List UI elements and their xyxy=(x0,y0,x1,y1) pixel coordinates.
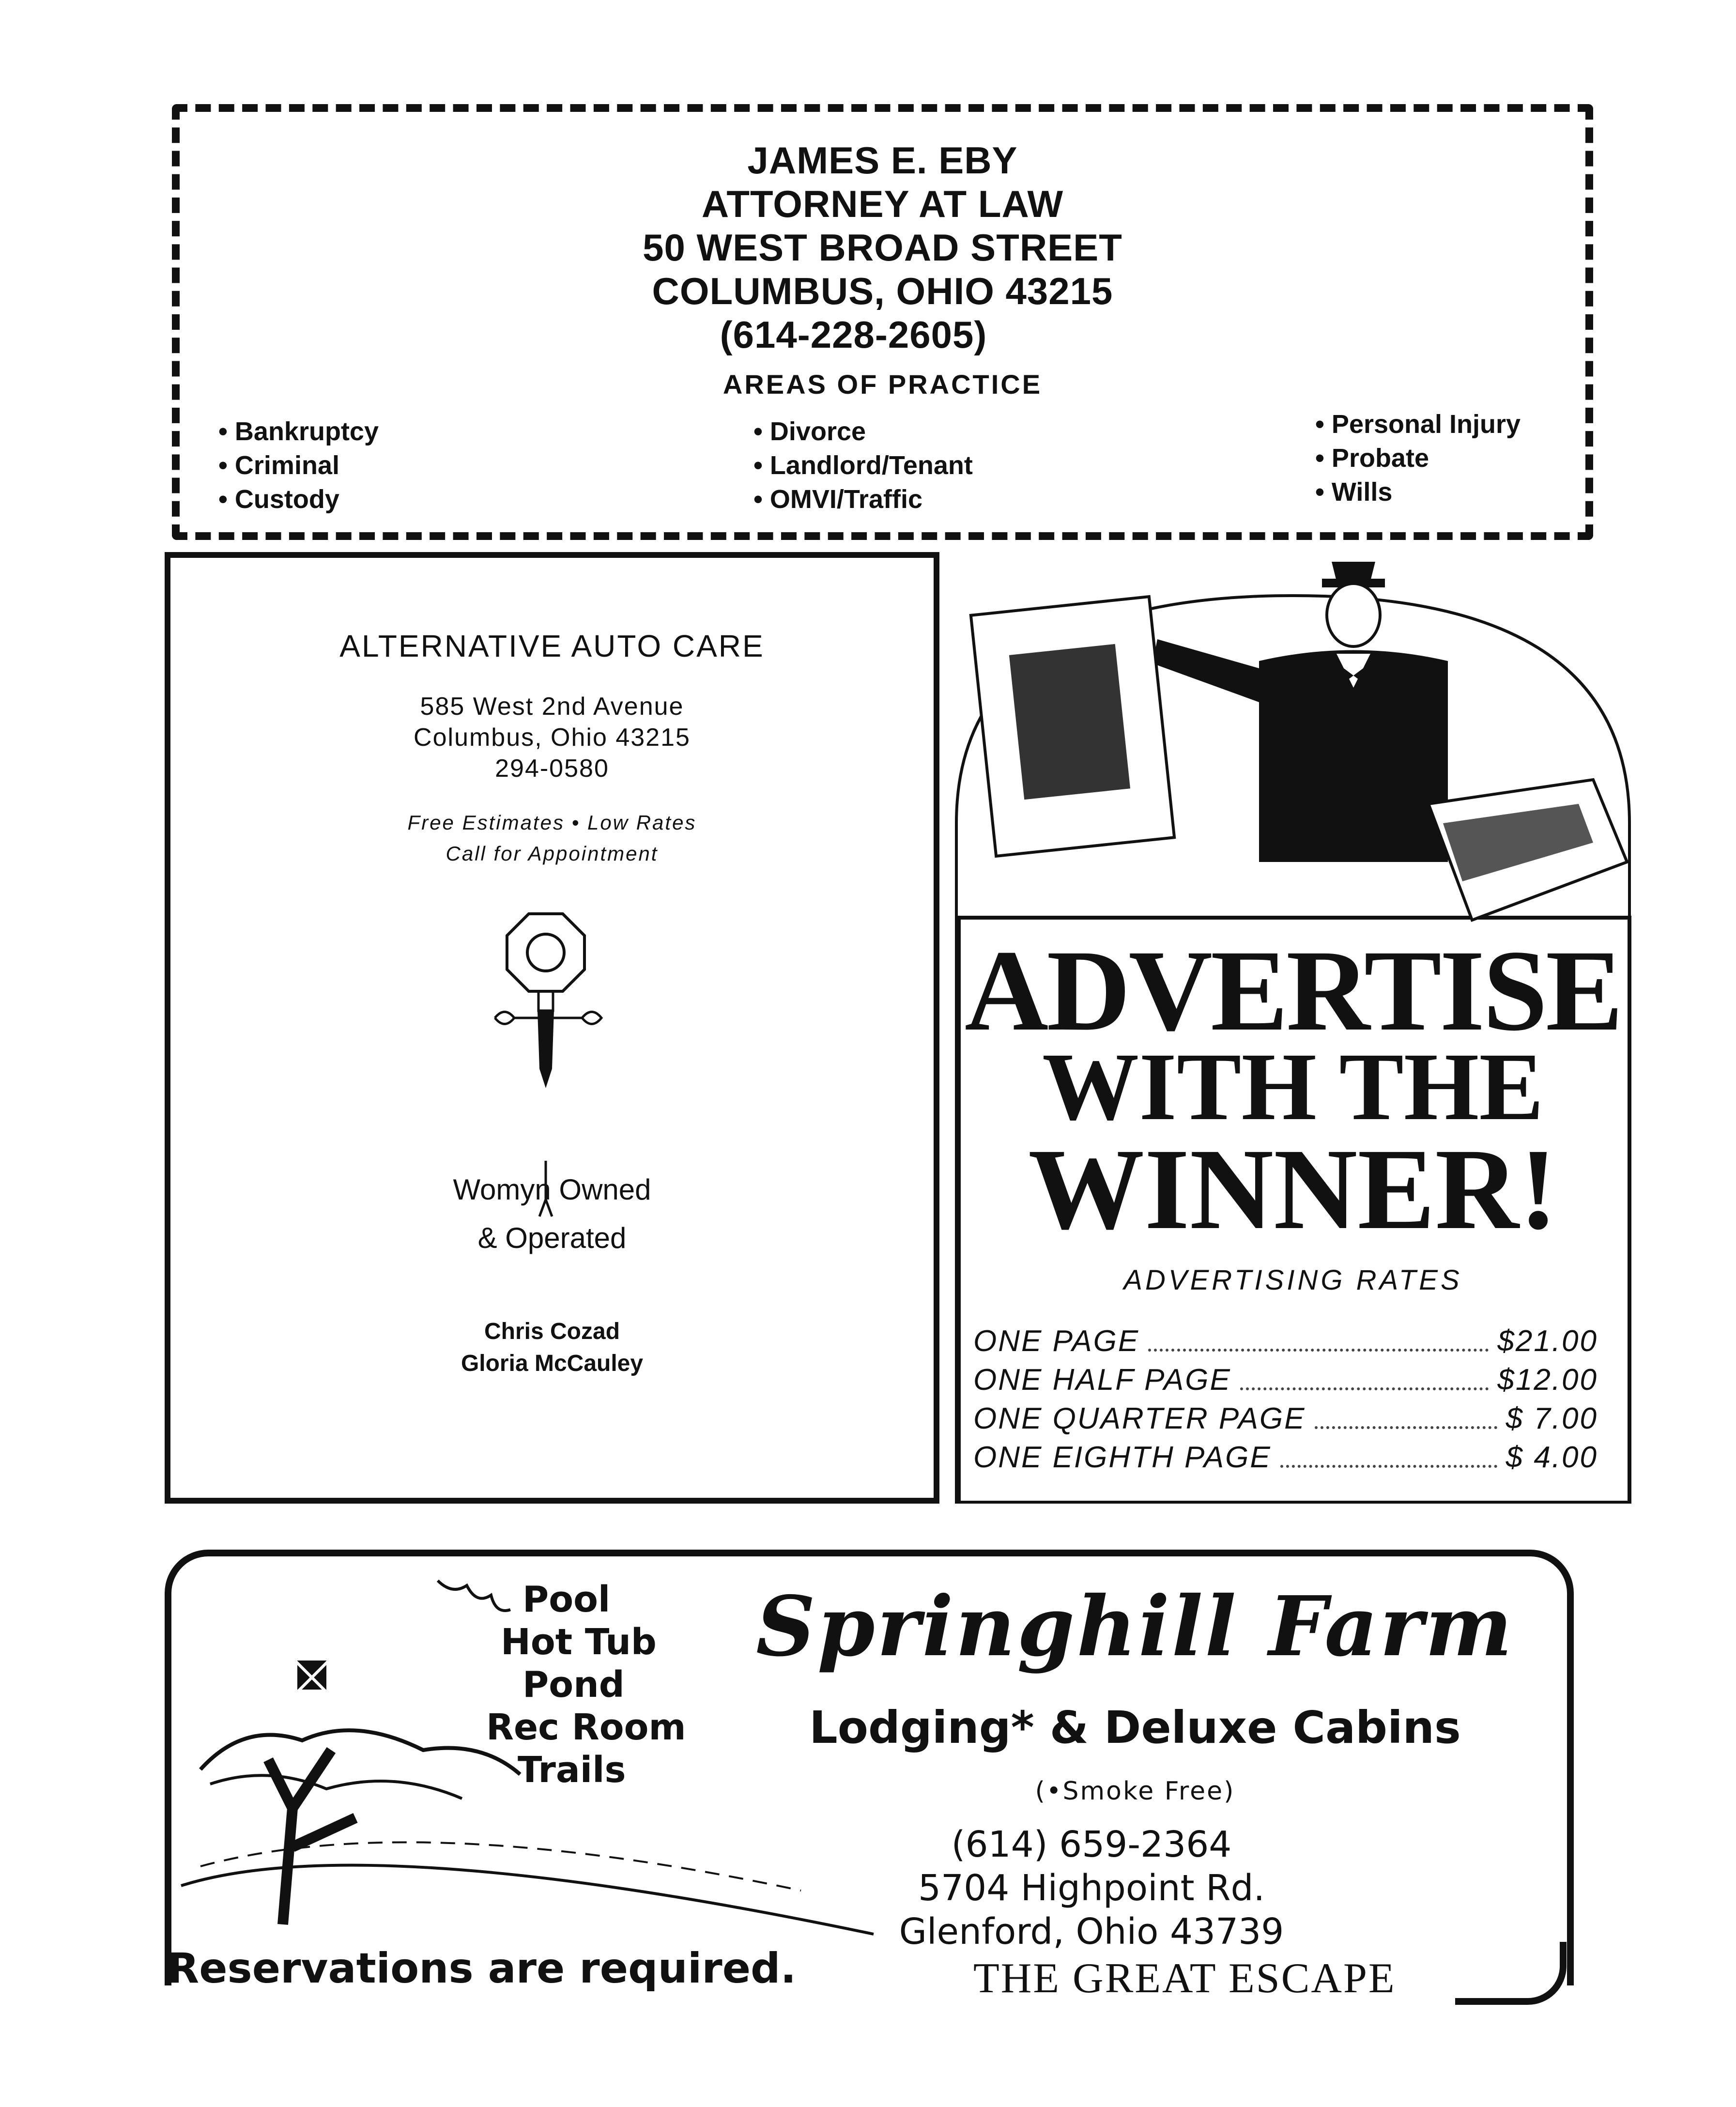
practice-area: • Wills xyxy=(1315,475,1521,509)
practice-area: • Probate xyxy=(1315,441,1521,475)
rate-label: ONE QUARTER PAGE xyxy=(973,1402,1306,1435)
amenity-item: Pool xyxy=(522,1579,611,1620)
rate-row xyxy=(973,1397,1598,1436)
advertise-subheadline: WITH THE xyxy=(1042,1033,1544,1140)
practice-area: • Landlord/Tenant xyxy=(753,448,973,482)
auto-care-tagline: Free Estimates • Low Rates xyxy=(407,811,697,834)
auto-care-street: 585 West 2nd Avenue xyxy=(420,692,684,721)
rate-row xyxy=(973,1358,1598,1397)
practice-area: • Personal Injury xyxy=(1315,407,1521,441)
rate-price: $ 4.00 xyxy=(1506,1441,1598,1474)
leader-dots xyxy=(1315,1426,1497,1429)
auto-care-operated: & Operated xyxy=(477,1222,627,1254)
amenity-item: Pond xyxy=(522,1664,625,1706)
rate-label: ONE HALF PAGE xyxy=(973,1363,1231,1397)
practice-column-1 xyxy=(218,415,379,516)
amenities-list xyxy=(486,1578,686,1791)
areas-of-practice-heading: AREAS OF PRACTICE xyxy=(722,369,1043,400)
auto-care-ad xyxy=(165,552,939,1504)
reservations-notice: Reservations are required. xyxy=(167,1944,797,1993)
springhill-street: 5704 Highpoint Rd. xyxy=(918,1867,1265,1909)
auto-care-city: Columbus, Ohio 43215 xyxy=(414,723,691,752)
springhill-farm-title: Springhill Farm xyxy=(756,1578,1514,1675)
springhill-farm-ad xyxy=(165,1550,1574,1985)
amenity-item: Rec Room xyxy=(486,1707,686,1748)
amenity-item: Trails xyxy=(518,1749,626,1791)
rate-price: $ 7.00 xyxy=(1506,1402,1598,1435)
frame-right-edge xyxy=(1567,1593,1574,1947)
practice-area: • OMVI/Traffic xyxy=(753,482,973,516)
practice-column-3 xyxy=(1315,407,1521,509)
great-escape-tagline: THE GREAT ESCAPE xyxy=(973,1955,1396,2002)
frame-corner xyxy=(1455,1942,1567,2005)
rate-row xyxy=(973,1436,1598,1475)
advertising-rates-heading: ADVERTISING RATES xyxy=(1123,1264,1462,1296)
attorney-name: JAMES E. EBY xyxy=(747,139,1018,182)
leader-dots xyxy=(1148,1349,1489,1352)
practice-area: • Custody xyxy=(218,482,379,516)
attorney-ad xyxy=(172,104,1593,540)
auto-care-owner: Chris Cozad xyxy=(484,1319,620,1344)
attorney-title: ATTORNEY AT LAW xyxy=(701,183,1064,225)
practice-area: • Divorce xyxy=(753,415,973,448)
rate-label: ONE EIGHTH PAGE xyxy=(973,1441,1272,1474)
advertise-winner: WINNER! xyxy=(1028,1124,1558,1253)
smoke-free-note: (•Smoke Free) xyxy=(1035,1777,1235,1806)
auto-care-owner: Gloria McCauley xyxy=(461,1351,644,1376)
auto-care-appointment: Call for Appointment xyxy=(446,842,659,865)
rate-row xyxy=(973,1320,1598,1358)
leader-dots xyxy=(1280,1465,1497,1468)
attorney-city: COLUMBUS, OHIO 43215 xyxy=(652,270,1113,312)
practice-area: • Criminal xyxy=(218,448,379,482)
practice-column-2 xyxy=(753,415,973,516)
auto-care-owned: Womyn Owned xyxy=(453,1173,651,1206)
amenity-item: Hot Tub xyxy=(501,1621,657,1663)
springhill-subtitle: Lodging* & Deluxe Cabins xyxy=(809,1702,1461,1753)
rate-label: ONE PAGE xyxy=(973,1324,1140,1358)
springhill-phone: (614) 659-2364 xyxy=(951,1824,1232,1865)
attorney-street: 50 WEST BROAD STREET xyxy=(643,226,1122,269)
auto-care-phone: 294-0580 xyxy=(495,754,609,783)
rate-price: $12.00 xyxy=(1497,1363,1598,1397)
springhill-city: Glenford, Ohio 43739 xyxy=(899,1911,1284,1953)
attorney-phone: (614-228-2605) xyxy=(720,313,987,356)
auto-care-title: ALTERNATIVE AUTO CARE xyxy=(339,629,765,663)
advertise-headline: ADVERTISE xyxy=(965,926,1621,1055)
leader-dots xyxy=(1240,1387,1489,1390)
advertise-ad xyxy=(949,552,1637,1504)
rate-price: $21.00 xyxy=(1497,1324,1598,1358)
practice-area: • Bankruptcy xyxy=(218,415,379,448)
